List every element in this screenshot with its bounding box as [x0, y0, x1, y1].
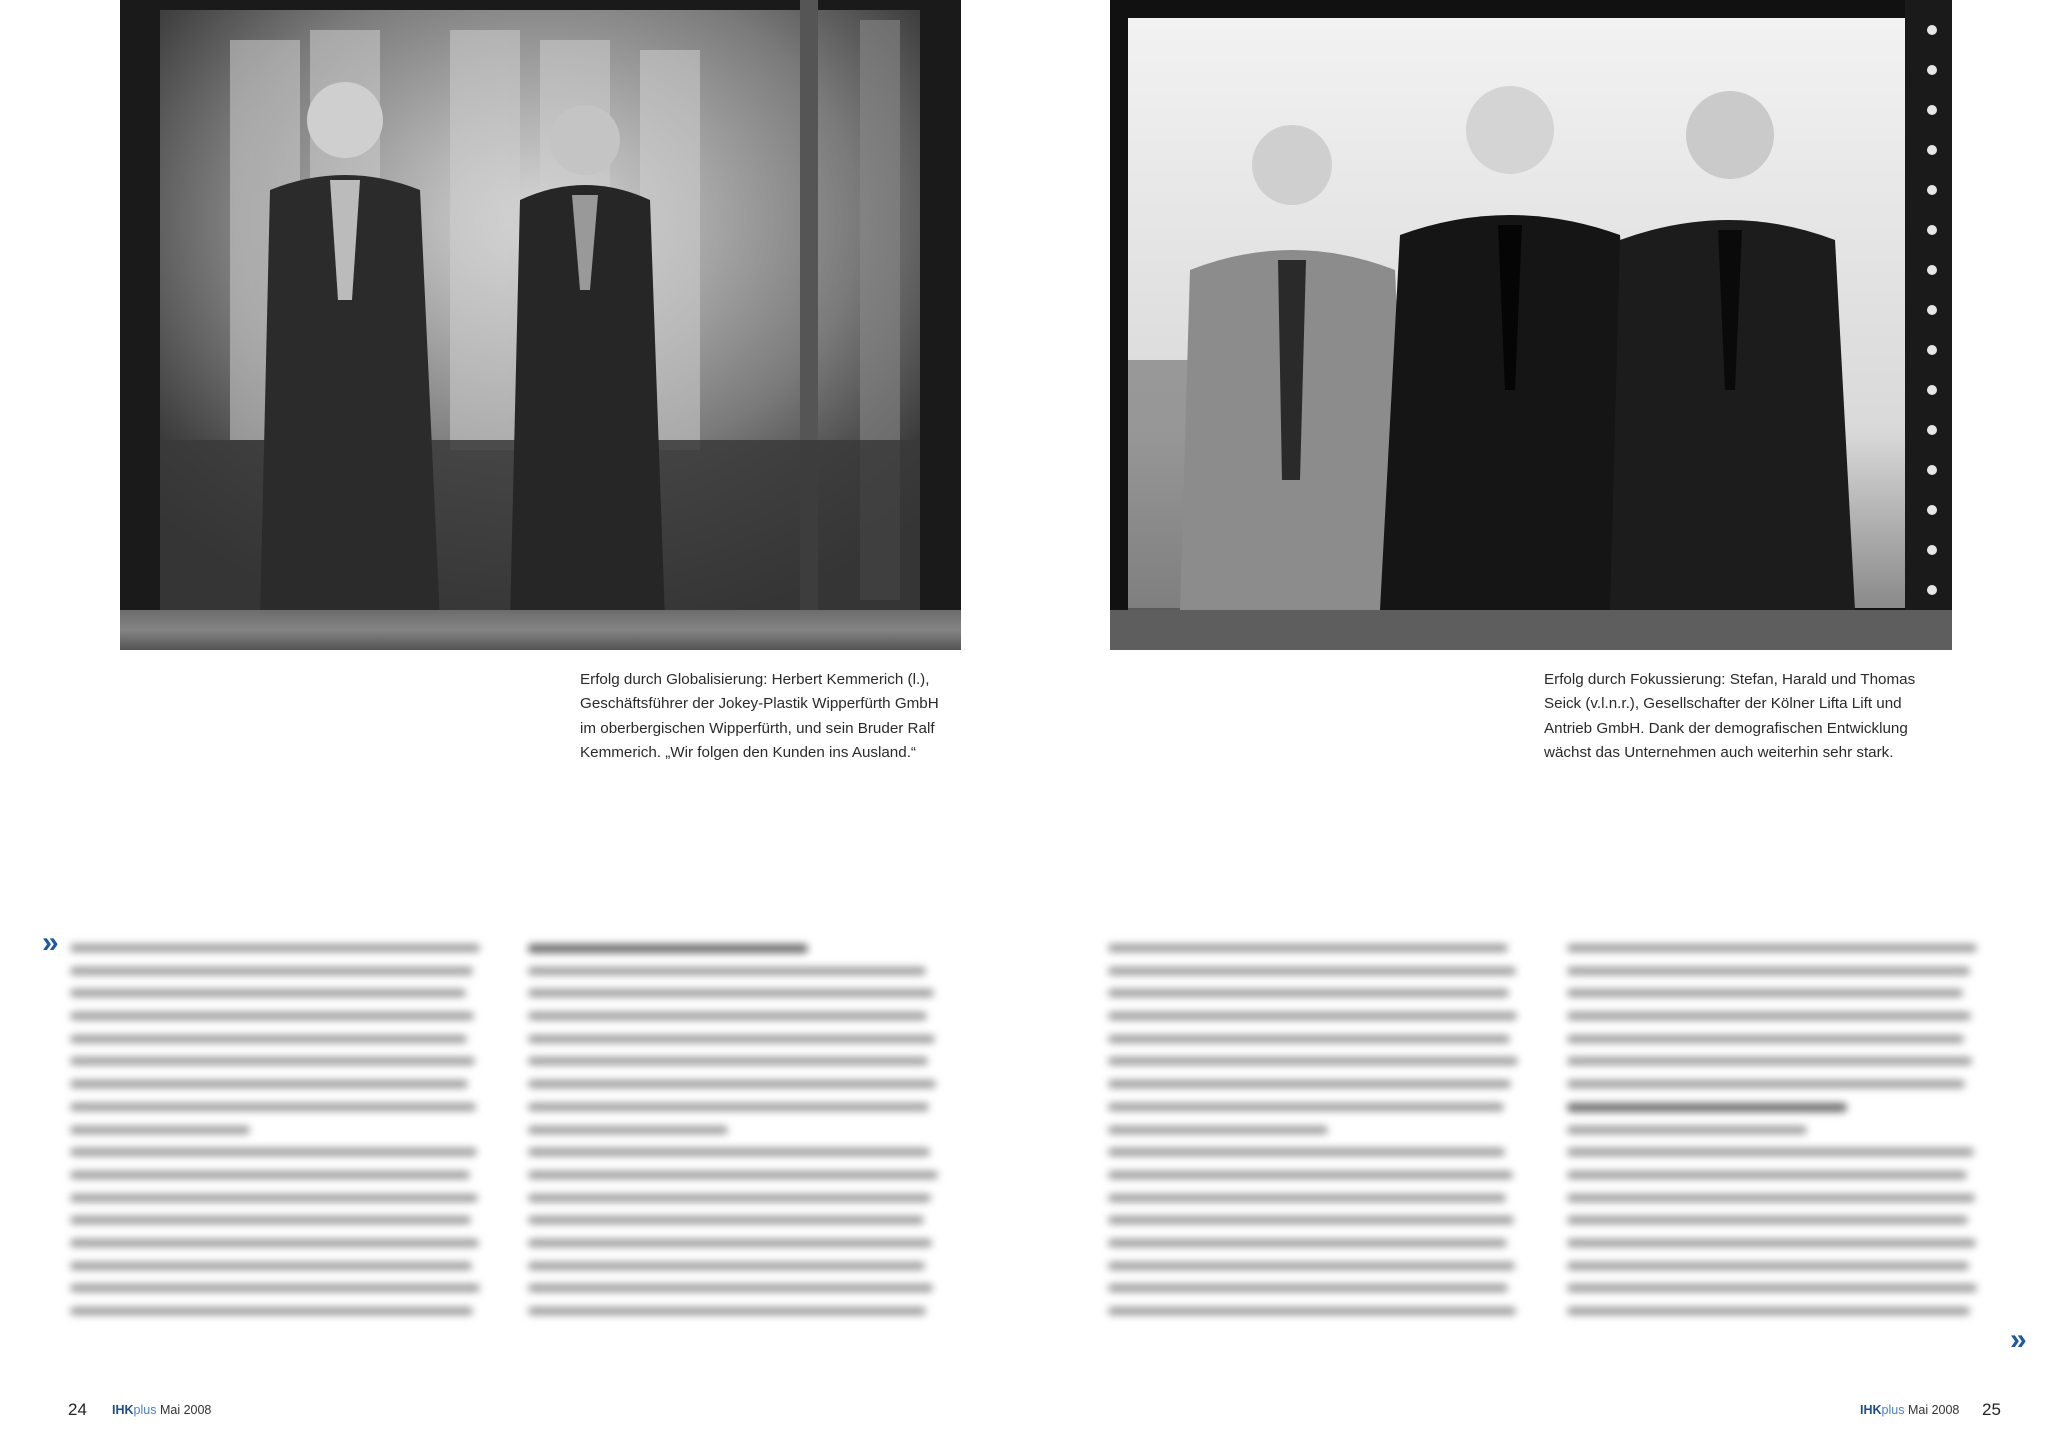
blurred-text-line — [1567, 1231, 1997, 1254]
blurred-text-line — [70, 981, 500, 1004]
blurred-text-line — [1567, 1186, 1997, 1209]
caption-right — [1544, 668, 1944, 766]
blurred-text-line — [1108, 1004, 1538, 1027]
blurred-text-line — [528, 1276, 958, 1299]
blurred-text-line — [1567, 1208, 1997, 1231]
blurred-text-line — [528, 1027, 958, 1050]
caption-line: im oberbergischen Wipperfürth, und sein Bruder Ralf — [580, 719, 935, 737]
blurred-text-line — [1567, 1049, 1997, 1072]
blurred-text-line — [1108, 1254, 1538, 1277]
blurred-text-line — [1108, 1049, 1538, 1072]
body-column-3 — [1108, 936, 1538, 1322]
brand-ihk: IHK — [1860, 1403, 1882, 1417]
blurred-text-line — [70, 1072, 500, 1095]
photo-three-men-outdoor-icon — [1110, 0, 1952, 650]
brand-plus: plus — [1881, 1403, 1905, 1417]
blurred-text-line — [1567, 936, 1997, 959]
blurred-text-line — [1567, 1027, 1997, 1050]
photo-two-men-warehouse-icon — [120, 0, 961, 650]
blurred-text-line — [1567, 1140, 1997, 1163]
blurred-text-line — [1108, 1208, 1538, 1231]
caption-line: Erfolg durch Fokussierung: Stefan, Harald und Thomas — [1544, 671, 1916, 688]
blurred-text-line — [1567, 1254, 1997, 1277]
blurred-text-line — [1108, 1186, 1538, 1209]
blurred-text-line — [1108, 981, 1538, 1004]
blurred-text-line — [528, 1208, 958, 1231]
blurred-text-line — [1108, 936, 1538, 959]
blurred-text-line — [1567, 1004, 1997, 1027]
footer-brand-right — [1860, 1403, 1959, 1417]
blurred-text-line — [528, 981, 958, 1004]
blurred-text-line — [528, 959, 958, 982]
blurred-text-line — [528, 1299, 958, 1322]
blurred-text-line — [1108, 1231, 1538, 1254]
article-continue-marker-icon: » — [2010, 1323, 2021, 1356]
blurred-text-line — [1567, 1118, 1997, 1141]
photo-right — [1110, 0, 1952, 650]
blurred-text-line — [528, 1118, 958, 1141]
blurred-text-line — [70, 1186, 500, 1209]
blurred-text-line — [1567, 1095, 1997, 1118]
blurred-text-line — [1108, 959, 1538, 982]
blurred-text-line — [70, 1163, 500, 1186]
blurred-text-line — [1108, 1276, 1538, 1299]
caption-line: Geschäftsführer der Jokey-Plastik Wipperfürth GmbH — [580, 695, 939, 713]
blurred-text-line — [1108, 1118, 1538, 1141]
blurred-text-line — [70, 1027, 500, 1050]
caption-line: Kemmerich. „Wir folgen den Kunden ins Ausland.“ — [580, 744, 916, 762]
blurred-text-line — [1108, 1140, 1538, 1163]
caption-line: wächst das Unternehmen auch weiterhin sehr stark. — [1544, 744, 1894, 762]
blurred-text-line — [70, 1208, 500, 1231]
brand-plus: plus — [133, 1403, 157, 1417]
blurred-text-line — [528, 1049, 958, 1072]
brand-ihk: IHK — [112, 1403, 134, 1417]
blurred-text-line — [70, 959, 500, 982]
blurred-text-line — [1567, 959, 1997, 982]
blurred-text-line — [70, 1140, 500, 1163]
blurred-text-line — [528, 1231, 958, 1254]
page-number-right: 25 — [1982, 1400, 2001, 1419]
body-column-2 — [528, 936, 958, 1322]
blurred-text-line — [1108, 1027, 1538, 1050]
blurred-text-line — [70, 1231, 500, 1254]
blurred-text-line — [528, 1254, 958, 1277]
issue-date: Mai 2008 — [159, 1403, 212, 1417]
body-column-1 — [70, 936, 500, 1322]
caption-line: Seick (v.l.n.r.), Gesellschafter der Kölner Lifta Lift und — [1544, 695, 1902, 713]
body-column-4 — [1567, 936, 1997, 1322]
blurred-text-line — [528, 1140, 958, 1163]
blurred-text-line — [70, 1004, 500, 1027]
blurred-text-line — [1567, 981, 1997, 1004]
blurred-text-line — [70, 1276, 500, 1299]
blurred-text-line — [528, 1186, 958, 1209]
blurred-text-line — [1567, 1299, 1997, 1322]
blurred-text-line — [528, 1072, 958, 1095]
blurred-text-line — [1108, 1095, 1538, 1118]
blurred-text-line — [528, 1163, 958, 1186]
issue-date: Mai 2008 — [1907, 1403, 1960, 1417]
caption-line: Antrieb GmbH. Dank der demografischen Entwicklung — [1544, 719, 1908, 737]
blurred-text-line — [70, 1118, 500, 1141]
blurred-text-line — [70, 1049, 500, 1072]
blurred-text-line — [1567, 1276, 1997, 1299]
caption-line: Erfolg durch Globalisierung: Herbert Kemmerich (l.), — [580, 671, 930, 688]
blurred-text-line — [70, 1299, 500, 1322]
article-start-marker-icon: » — [42, 926, 53, 959]
blurred-text-line — [528, 936, 958, 959]
footer-brand-left — [112, 1403, 211, 1417]
blurred-text-line — [1108, 1072, 1538, 1095]
blurred-text-line — [1108, 1299, 1538, 1322]
page-number-left: 24 — [68, 1400, 87, 1419]
blurred-text-line — [1108, 1163, 1538, 1186]
blurred-text-line — [70, 936, 500, 959]
blurred-text-line — [528, 1095, 958, 1118]
blurred-text-line — [1567, 1072, 1997, 1095]
blurred-text-line — [1567, 1163, 1997, 1186]
photo-left — [120, 0, 961, 650]
blurred-text-line — [70, 1254, 500, 1277]
caption-left — [580, 668, 980, 766]
blurred-text-line — [70, 1095, 500, 1118]
blurred-text-line — [528, 1004, 958, 1027]
